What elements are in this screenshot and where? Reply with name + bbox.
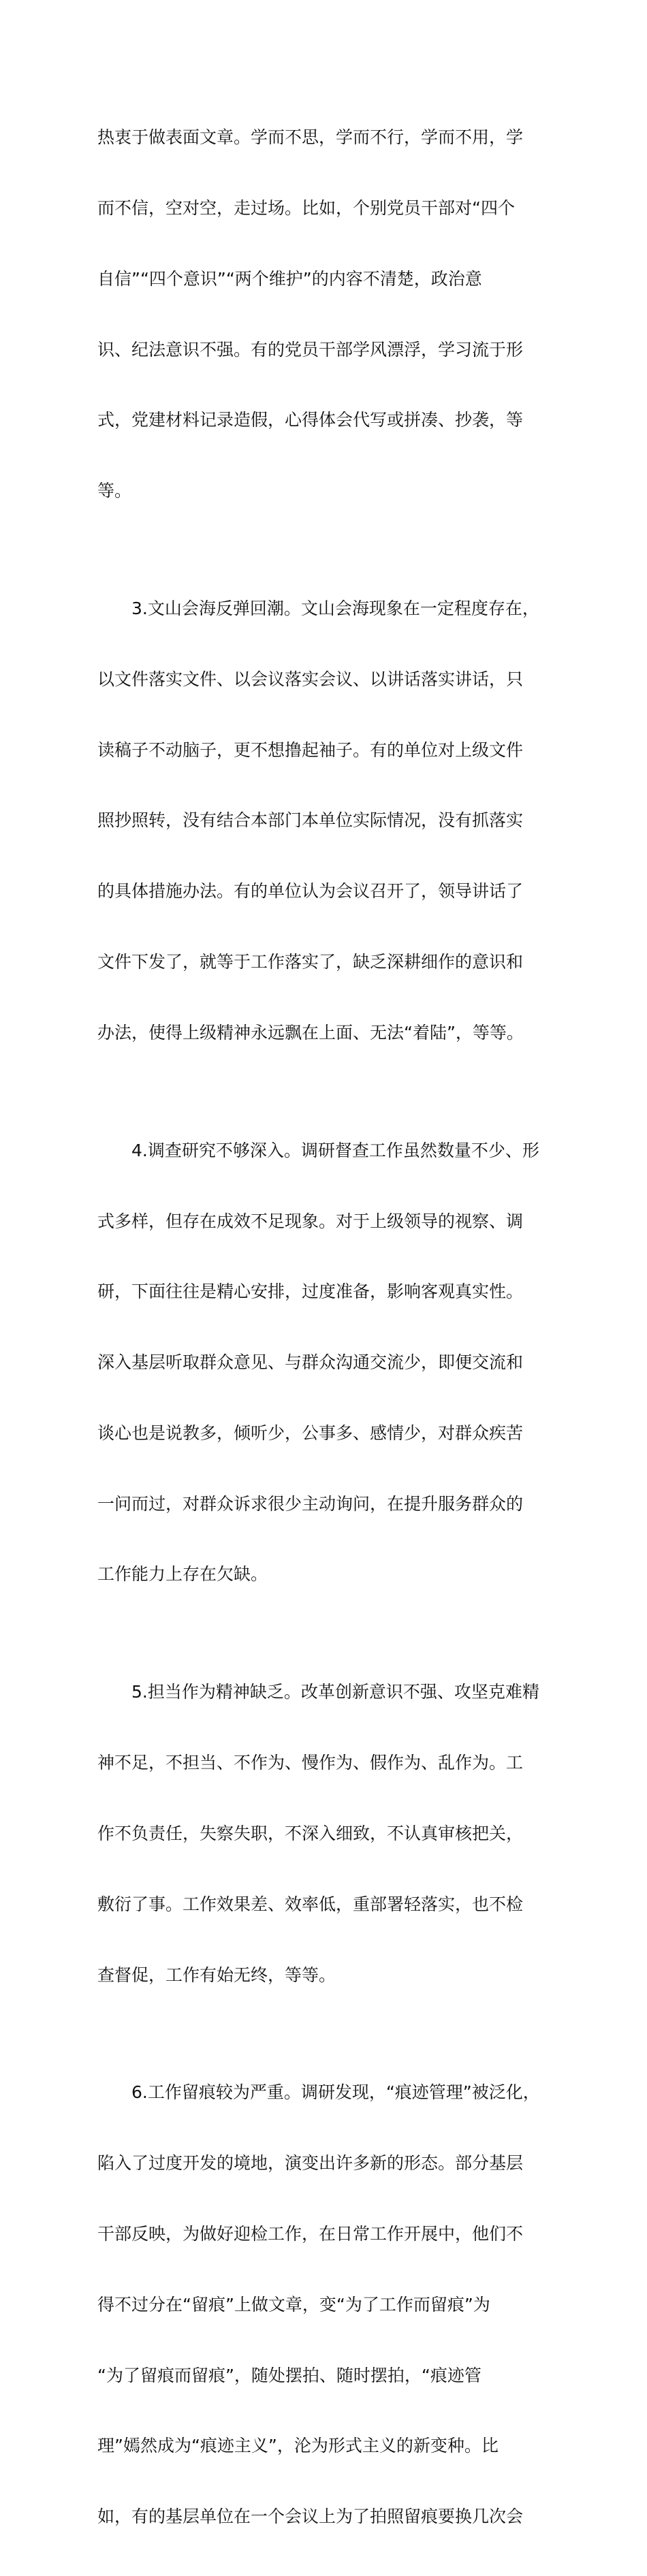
text-line: 作不负责任，失察失职，不深入细致，不认真审核把关， [97, 1823, 524, 1843]
text-line: 3.文山会海反弹回潮。文山会海现象在一定程度存在， [131, 599, 539, 619]
text-line: 如，有的基层单位在一个会议上为了拍照留痕要换几次会 [97, 2507, 524, 2527]
text-line: 以文件落实文件、以会议落实会议、以讲话落实讲话，只 [97, 669, 524, 689]
document-body [97, 79, 551, 2576]
text-line: 办法，使得上级精神永远飘在上面、无法“着陆”，等等。 [97, 1022, 524, 1043]
text-line: 工作能力上存在欠缺。 [97, 1564, 268, 1585]
text-line: 的具体措施办法。有的单位认为会议召开了，领导讲话了 [97, 881, 524, 902]
text-line: 读稿子不动脑子，更不想撸起袖子。有的单位对上级文件 [97, 740, 524, 760]
text-line: 谈心也是说教多，倾听少，公事多、感情少，对群众疾苦 [97, 1422, 524, 1443]
text-line: 干部反映，为做好迎检工作，在日常工作开展中，他们不 [97, 2224, 524, 2244]
text-line: 4.调查研究不够深入。调研督查工作虽然数量不少、形 [131, 1140, 539, 1160]
text-line: 一问而过，对群众诉求很少主动询问，在提升服务群众的 [97, 1493, 524, 1514]
text-line: 5.担当作为精神缺乏。改革创新意识不强、攻坚克难精 [131, 1682, 539, 1702]
paragraph-continued [97, 79, 551, 550]
text-line: 文件下发了，就等于工作落实了，缺乏深耕细作的意识和 [97, 951, 524, 972]
text-line: 照抄照转，没有结合本部门本单位实际情况，没有抓落实 [97, 810, 524, 831]
paragraph-item-5 [97, 1634, 551, 2034]
text-line: 神不足，不担当、不作为、慢作为、假作为、乱作为。工 [97, 1753, 524, 1773]
text-line: 式，党建材料记录造假，心得体会代写或拼凑、抄袭，等 [97, 410, 524, 430]
text-line: 等。 [97, 481, 132, 501]
text-line: 理”嫣然成为“痕迹主义”，沦为形式主义的新变种。比 [97, 2436, 499, 2456]
text-line: 6.工作留痕较为严重。调研发现，“痕迹管理”被泛化， [131, 2082, 540, 2103]
paragraph-item-6 [97, 2034, 551, 2576]
paragraph-item-4 [97, 1092, 551, 1634]
text-line: 式多样，但存在成效不足现象。对于上级领导的视察、调 [97, 1211, 524, 1231]
text-line: 自信”“四个意识”“两个维护”的内容不清楚，政治意 [97, 268, 482, 289]
text-line: 热衷于做表面文章。学而不思，学而不行，学而不用，学 [97, 127, 524, 148]
text-line: 深入基层听取群众意见、与群众沟通交流少，即便交流和 [97, 1352, 524, 1373]
text-line: 而不信，空对空，走过场。比如，个别党员干部对“四个 [97, 197, 515, 218]
text-line: “为了留痕而留痕”，随处摆拍、随时摆拍，“痕迹管 [97, 2365, 482, 2385]
text-line: 陷入了过度开发的境地，演变出许多新的形态。部分基层 [97, 2153, 524, 2174]
text-line: 研，下面往往是精心安排，过度准备，影响客观真实性。 [97, 1282, 524, 1302]
text-line: 识、纪法意识不强。有的党员干部学风漂浮，学习流于形 [97, 339, 524, 360]
paragraph-item-3 [97, 550, 551, 1092]
text-line: 查督促，工作有始无终，等等。 [97, 1965, 336, 1985]
text-line: 得不过分在“留痕”上做文章，变“为了工作而留痕”为 [97, 2294, 490, 2315]
text-line: 敷衍了事。工作效果差、效率低，重部署轻落实，也不检 [97, 1894, 524, 1914]
